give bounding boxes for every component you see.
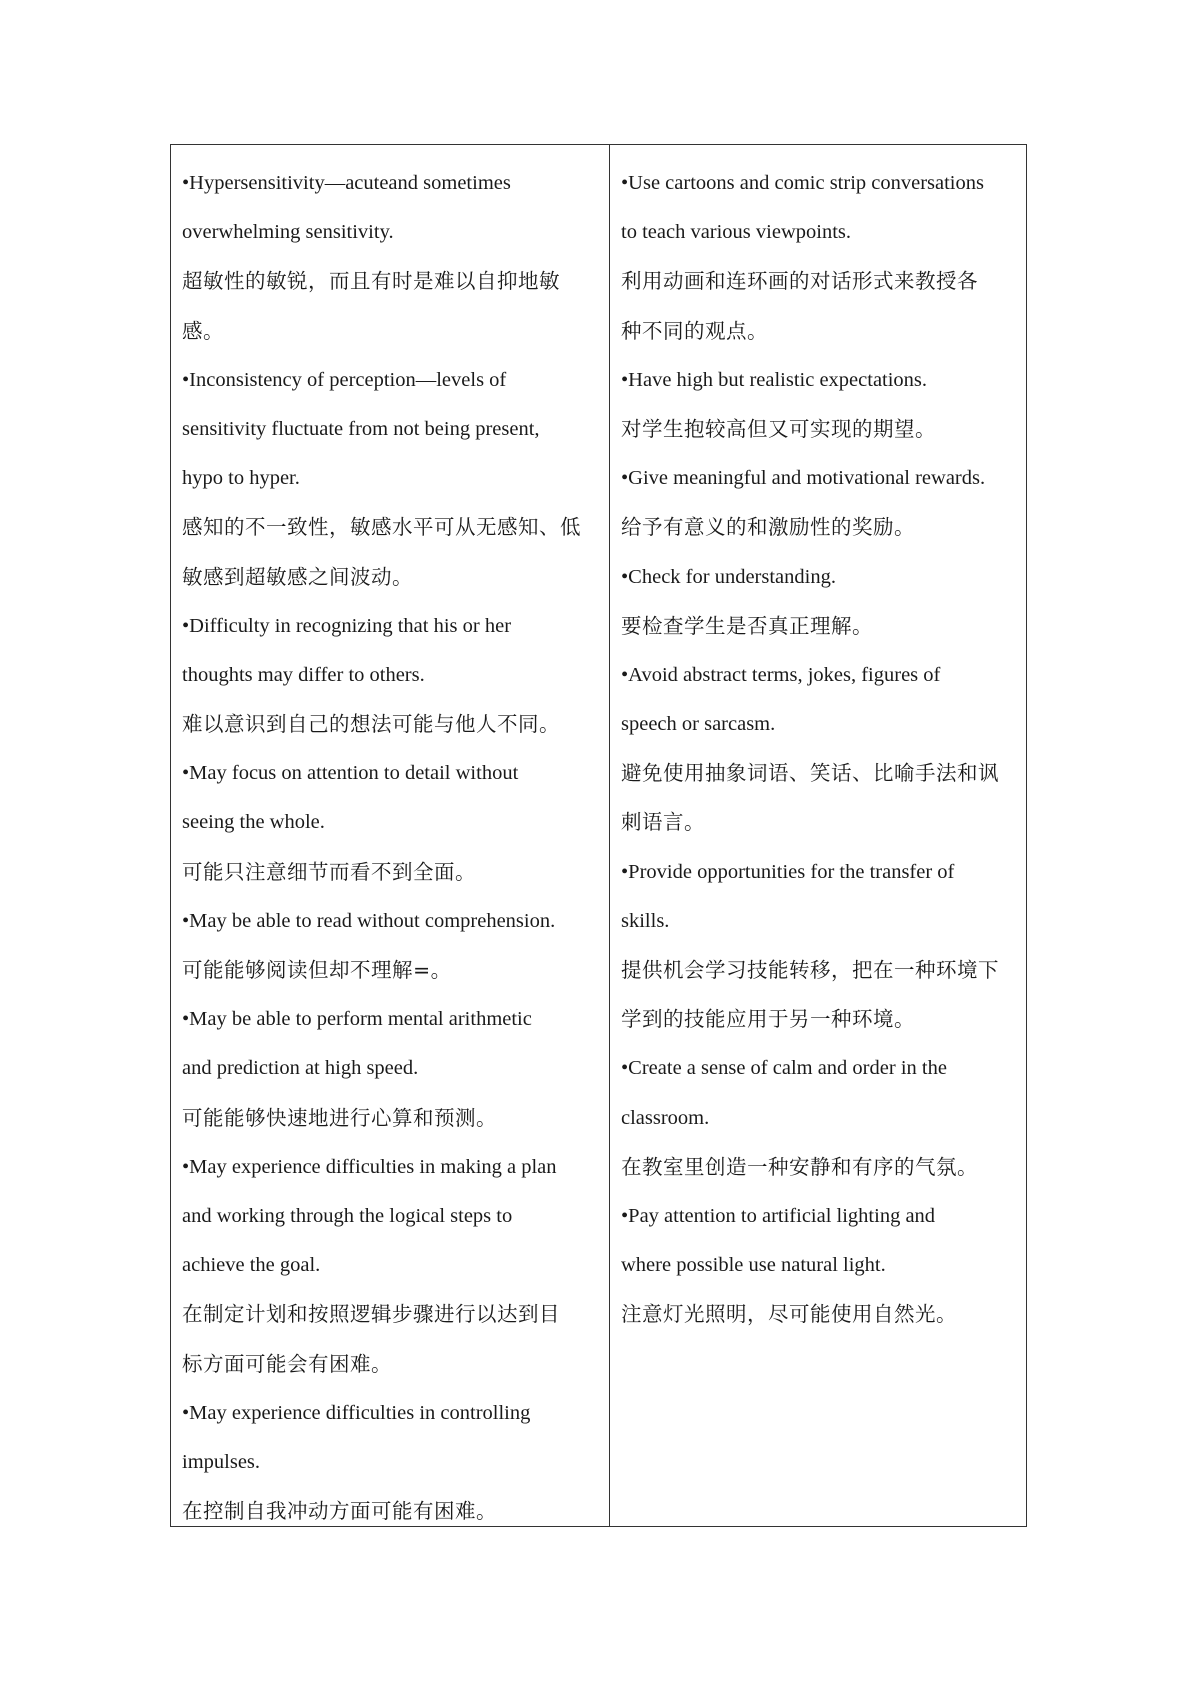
left-line: overwhelming sensitivity. <box>182 221 394 244</box>
left-line: achieve the goal. <box>182 1254 321 1277</box>
left-line: and working through the logical steps to <box>182 1204 513 1227</box>
left-line: 难以意识到自己的想法可能与他人不同。 <box>182 712 560 737</box>
left-line: 可能能够阅读但却不理解=。 <box>182 958 452 982</box>
right-line: •Give meaningful and motivational rewards. <box>621 467 986 490</box>
left-line: and prediction at high speed. <box>182 1057 419 1080</box>
left-line: 超敏性的敏锐，而且有时是难以自抑地敏 <box>182 269 560 294</box>
right-line: 给予有意义的和激励性的奖励。 <box>621 515 915 540</box>
left-line: 在控制自我冲动方面可能有困难。 <box>182 1499 497 1524</box>
two-column-table <box>170 144 1027 1527</box>
right-column-strategies <box>610 145 1026 1526</box>
left-line: 感。 <box>182 318 224 343</box>
left-line: •May focus on attention to detail without <box>182 762 519 785</box>
left-column-characteristics <box>171 145 610 1526</box>
left-line: •May experience difficulties in making a plan <box>182 1155 557 1178</box>
right-line: •Have high but realistic expectations. <box>621 368 928 391</box>
right-line: 对学生抱较高但又可实现的期望。 <box>621 416 936 441</box>
left-line: 标方面可能会有困难。 <box>182 1351 392 1376</box>
right-line: 利用动画和连环画的对话形式来教授各 <box>621 269 978 294</box>
left-line: •May experience difficulties in controlling <box>182 1401 531 1424</box>
right-line: 提供机会学习技能转移，把在一种环境下 <box>621 958 999 982</box>
left-line: 在制定计划和按照逻辑步骤进行以达到目 <box>182 1302 560 1327</box>
right-line: •Use cartoons and comic strip conversations <box>621 172 984 194</box>
right-line: •Avoid abstract terms, jokes, figures of <box>621 663 941 686</box>
right-line: 避免使用抽象词语、笑话、比喻手法和讽 <box>621 761 999 786</box>
left-line: 感知的不一致性，敏感水平可从无感知、低 <box>182 515 581 540</box>
right-line: 种不同的观点。 <box>621 318 768 343</box>
left-line: •Difficulty in recognizing that his or her <box>182 614 512 637</box>
right-line: skills. <box>621 909 670 932</box>
left-line: 敏感到超敏感之间波动。 <box>182 564 413 589</box>
left-line: 可能能够快速地进行心算和预测。 <box>182 1105 497 1130</box>
right-line: •Create a sense of calm and order in the <box>621 1057 947 1080</box>
right-line: •Check for understanding. <box>621 565 836 588</box>
right-line: where possible use natural light. <box>621 1254 886 1277</box>
left-line: seeing the whole. <box>182 811 325 834</box>
left-line: thoughts may differ to others. <box>182 663 425 686</box>
right-line: to teach various viewpoints. <box>621 221 852 244</box>
right-line: 在教室里创造一种安静和有序的气氛。 <box>621 1154 978 1179</box>
left-line: hypo to hyper. <box>182 467 300 490</box>
left-line: •May be able to read without comprehension. <box>182 909 556 932</box>
right-line: 学到的技能应用于另一种环境。 <box>621 1007 915 1032</box>
left-line: impulses. <box>182 1450 261 1473</box>
right-line: classroom. <box>621 1106 710 1129</box>
right-line: 注意灯光照明，尽可能使用自然光。 <box>621 1302 957 1327</box>
left-line: sensitivity fluctuate from not being present, <box>182 417 540 440</box>
left-line: •Hypersensitivity—acuteand sometimes <box>182 172 511 194</box>
left-line: •Inconsistency of perception—levels of <box>182 368 507 391</box>
right-line: speech or sarcasm. <box>621 713 776 736</box>
right-line: 刺语言。 <box>621 810 705 835</box>
left-line: 可能只注意细节而看不到全面。 <box>182 859 476 884</box>
right-line: •Pay attention to artificial lighting and <box>621 1204 936 1227</box>
right-line: 要检查学生是否真正理解。 <box>621 613 873 638</box>
left-line: •May be able to perform mental arithmetic <box>182 1008 532 1031</box>
right-line: •Provide opportunities for the transfer of <box>621 860 955 883</box>
